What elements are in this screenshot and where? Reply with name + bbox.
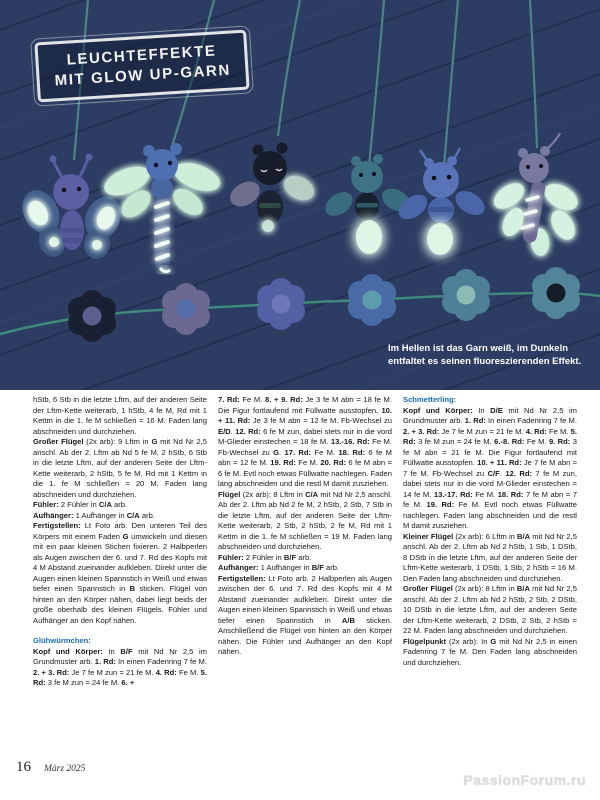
column-3	[403, 395, 577, 689]
instruction-paragraph: Flügel (2x arb): 8 Lftm in C/A mit Nd Nr 2,5 anschl. Ab der 2. Lftm ab Nd 2 fe M, 2 hStb, 2 Stb, 7 Stb in die letzte Lftm, auf der anderen Seite der Lftm-Kette weiterarb, 2 Stb, 2 hStb, 2 fe M, Rd mit 1 Kettm in die 1. fe M schließen = 19 M. Faden lang abschneiden und durchziehen.	[218, 489, 392, 551]
instruction-paragraph: Fühler: 2 Fühler in B/F arb.	[218, 552, 312, 562]
dark-firefly-head	[253, 151, 287, 185]
instruction-paragraph: Kopf und Körper: In B/F mit Nd Nr 2,5 im Grundmuster arb. 1. Rd: In einen Fadenring 7 fe M. 2. + 3. Rd: Je 7 fe M zun = 21 fe M. 4. Rd: Fe M. 5. Rd: 3 fe M zun = 24 fe M. 6. +	[33, 646, 207, 687]
watermark: PassionForum.ru	[463, 772, 586, 788]
photo-caption-line-2: entfaltet es seinen fluoreszierenden Effekt.	[388, 356, 582, 367]
instruction-paragraph: Großer Flügel (2x arb): 8 Lftm in B/A mit Nd Nr 2,5 anschl. Ab der 2. Lftm ab Nd 2 hStb, 2 Stb, 2 DStb, 10 DStb in die letzte Lftm, auf der anderen Seite der Lftm-Kette weiterarb, 2 DStb, 2 Stb, 2 hStb = 22 M. Faden lang abschneiden und durchziehen.	[403, 584, 577, 635]
photo-caption	[388, 342, 588, 368]
instruction-paragraph: Aufhänger: 1 Aufhänger in B/F arb.	[218, 563, 340, 572]
page-number: 16	[16, 759, 31, 775]
instruction-paragraph: Großer Flügel (2x arb): 9 Lftm in G mit Nd Nr 2,5 anschl. Ab der 2. Lftm ab Nd 5 fe M, 2 hStb, 6 Stb in die letzte Lftm, auf der anderen Seite der Lftm-Kette weiterarb, 2 hStb, 5 fe M, Rd mit 1 Kettm in die 1. fe M schließen = 20 M. Faden lang abschneiden und durchziehen.	[33, 437, 207, 499]
column-1	[33, 395, 207, 689]
column-2	[218, 395, 392, 689]
instruction-paragraph: hStb, 6 Stb in die letzte Lftm, auf der anderen Seite der Lftm-Kette weiterarb, 1 hStb, 4 fe M, Rd mit 1 Kettm in die 1. fe M schließen = 16 M. Faden lang abschneiden und durchziehen.	[33, 395, 207, 436]
instruction-paragraph: Fühler: 2 Fühler in C/A arb.	[33, 500, 128, 509]
badge-line-1: LEUCHTEFFEKTE	[66, 42, 217, 69]
violet-butterfly-head	[519, 153, 549, 183]
teal-firefly-head	[351, 161, 383, 193]
instruction-columns	[33, 395, 577, 689]
page-footer	[16, 759, 85, 776]
instruction-paragraph: Kleiner Flügel (2x arb): 6 Lftm in B/A mit Nd Nr 2,5 anschl. Ab der 2. Lftm ab Nd 2 hStb, 1 Stb, 1 DStb, 8 DStb in die letzte Lftm, auf der anderen Seite der Lftm-Kette weiterarb, 1 DStb, 1 Stb, 2 hStb = 16 M. Den Faden lang abschneiden und durchziehen.	[403, 531, 577, 583]
section-heading: Glühwürmchen:	[33, 636, 91, 645]
blue-firefly-head	[423, 162, 459, 198]
dragonfly-head	[146, 149, 178, 181]
instruction-paragraph: 7. Rd: Fe M. 8. + 9. Rd: Je 3 fe M abn = 18 fe M. Die Figur fortlaufend mit Füllwatte ausstopfen. 10. + 11. Rd: Je 3 fe M abn = 12 fe M. Fb-Wechsel zu E/D. 12. Rd: 6 fe M zun, dabei stets nur in die vord M-Glieder einstechen = 18 fe M. 13.-16. Rd: Fe M. Fb-Wechsel zu G. 17. Rd: Fe M. 18. Rd: 6 fe M abn = 12 fe M. 19. Rd: Fe M. 20. Rd: 6 fe M abn = 6 fe M. Evtl noch etwas Füllwatte nachlegen. Faden lang abschneiden und die restl M damit zusziehen.	[218, 395, 392, 488]
header-photo	[0, 0, 600, 390]
butterfly-head	[53, 174, 89, 210]
footer-date: März 2025	[44, 764, 86, 774]
photo-caption-line-1: Im Hellen ist das Garn weiß, im Dunkeln	[388, 343, 569, 354]
instruction-paragraph: Fertigstellen: Lt Foto arb. 2 Halbperlen als Augen zwischen der 6. und 7. Rd des Kopfs mit 4 M Abstand zueinander aufkleben. Direkt unter die Augen einen kleinen Spannstich in Weiß und etwas tiefer einen Spannstich in A/B sticken. Anschließend die Flügel von hinten an den Körper nähen. Die Fühler und Aufhänger an den Kopf nähen.	[218, 573, 392, 656]
badge-line-2: MIT GLOW UP-GARN	[54, 61, 232, 90]
instruction-paragraph: Aufhänger: 1 Aufhänger in C/A arb.	[33, 510, 155, 520]
instruction-paragraph: Flügelpunkt (2x arb): In G mit Nd Nr 2,5 in einen Fadenring 7 fe M. Den Faden lang abschneiden und durchziehen.	[403, 636, 577, 667]
section-heading: Schmetterling:	[403, 395, 457, 404]
instruction-paragraph: Fertigstellen: Lt Foto arb. Den unteren Teil des Körpers mit einem Faden G umwickeln und diesen mit ein paar kleinen Stichen fixieren. 2 Halbperlen als Augen zwischen der 6. und 7. Rd des Kopfs mit 4 M Abstand zueinander aufkleben. Direkt unter die Augen einen kleinen Spannstich in Weiß und etwas tiefer einen Spannstich in B sticken. Flügel von hinten an den Körper nähen, dabei liegt beids der große oberhalb des kleinen Flügels. Fühler und Aufhänger an den Kopf nähen.	[33, 521, 208, 625]
instruction-paragraph: Kopf und Körper: In D/E mit Nd Nr 2,5 im Grundmuster arb. 1. Rd: In einen Fadenring 7 fe M. 2. + 3. Rd: Je 7 fe M zun = 21 fe M. 4. Rd: Fe M. 5. Rd: 3 fe M zun = 24 fe M. 6.-8. Rd: Fe M. 9. Rd: 3 fe M abn = 21 fe M. Die Figur fortlaufend mit Füllwatte ausstopfen. 10. + 11. Rd: Je 7 fe M abn = 7 fe M. Fb-Wechsel zu C/F. 12. Rd: 7 fe M zun, dabei stets nur in die vord M-Glieder einstechen = 14 fe M. 13.-17. Rd: Fe M. 18. Rd: 7 fe M abn = 7 fe M. 19. Rd: Fe M. Evtl noch etwas Füllwatte nachlegen. Faden lang abschneiden und die restl M damit zusziehen.	[403, 405, 578, 530]
